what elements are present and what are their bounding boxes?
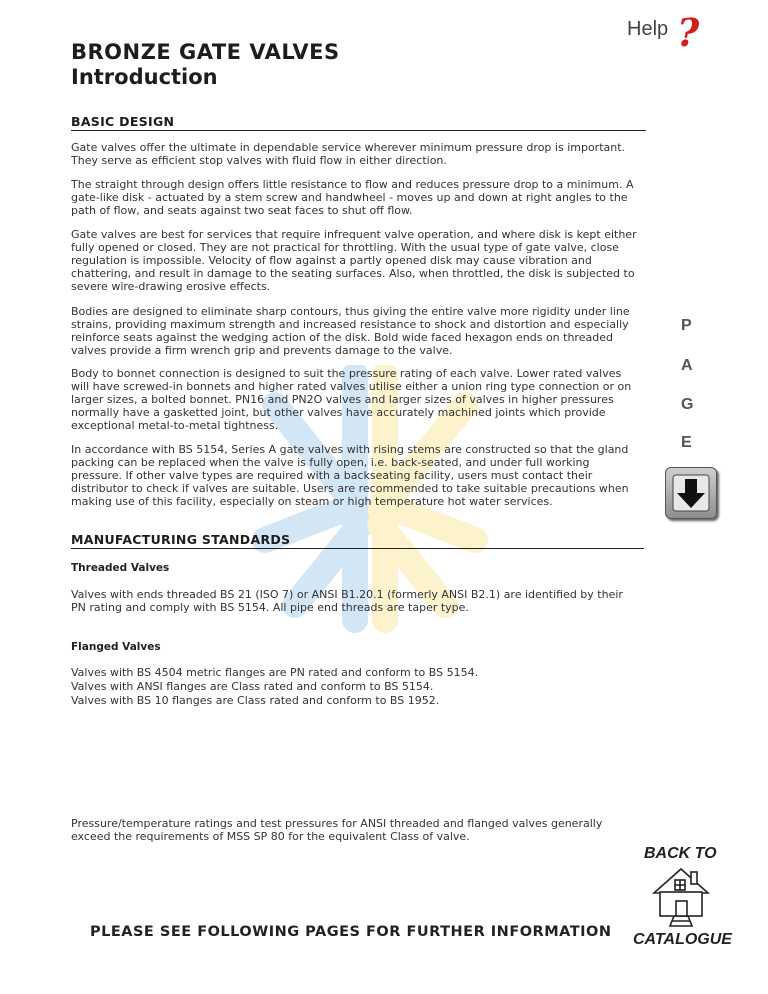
basic-design-heading: BASIC DESIGN (71, 114, 175, 129)
arrow-down-icon (666, 468, 716, 518)
basic-design-para-4: Bodies are designed to eliminate sharp contours, thus giving the entire valve more rigidity under line strains, providing maximum strength and increased resistance to shock and distortion and especially reinforce seats against the wedging action of the disk. Bold wide faced hexagon ends on threaded valves provide a firm wrench grip and prevents damage to the valve. (71, 305, 630, 357)
basic-design-para-2: The straight through design offers little resistance to flow and reduces pressure drop to a minimum. A gate-like disk - actuated by a stem screw and handwheel - moves up and down at right angles to the path of flow, and seats against two seat faces to shut off flow. (71, 178, 634, 217)
help-question-icon[interactable]: ? (677, 10, 700, 55)
catalogue-label[interactable]: CATALOGUE (633, 931, 732, 948)
threaded-valves-heading: Threaded Valves (71, 562, 170, 574)
basic-design-para-6: In accordance with BS 5154, Series A gate valves with rising stems are constructed so that the gland packing can be replaced when the valve is fully open, i.e. back-seated, and under full working pressure. If other valve types are required with a backseating facility, users must contact their distributor to check if valves are suitable. Users are recommended to take suitable precautions when making use of this facility, especially on steam or high temperature hot water services. (71, 443, 629, 508)
basic-design-para-5: Body to bonnet connection is designed to suit the pressure rating of each valve. Lower rated valves will have screwed-in bonnets and higher rated valves utilise either a union ring type connection or on larger sizes, a bolted bonnet. PN16 and PN2O valves and larger sizes of valves in higher pressures normally have a gasketted joint, but other valves have accurately machined joints which provide exceptional metal-to-metal tightness. (71, 367, 632, 432)
home-catalogue-icon[interactable] (648, 863, 714, 929)
threaded-valves-text: Valves with ends threaded BS 21 (ISO 7) or ANSI B1.20.1 (formerly ANSI B2.1) are identified by their PN rating and comply with BS 5154. All pipe end threads are taper type. (71, 588, 623, 614)
section-divider (71, 548, 644, 549)
pressure-ratings-note: Pressure/temperature ratings and test pressures for ANSI threaded and flanged valves generally exceed the requirements of MSS SP 80 for the equivalent Class of valve. (71, 817, 603, 843)
manufacturing-heading: MANUFACTURING STANDARDS (71, 532, 291, 547)
page-down-button[interactable] (665, 467, 717, 519)
page-title (71, 40, 340, 90)
page-nav-letter-p: P (681, 317, 692, 334)
basic-design-para-1: Gate valves offer the ultimate in dependable service wherever minimum pressure drop is important. They serve as efficient stop valves with fluid flow in either direction. (71, 141, 626, 167)
basic-design-para-3: Gate valves are best for services that require infrequent valve operation, and where disk is kept either fully opened or closed. They are not practical for throttling. With the usual type of gate valve, close regulation is impossible. Velocity of flow against a partly opened disk may cause vibration and chattering, and result in damage to the seating surfaces. Also, when throttled, the disk is subjected to severe wire-drawing erosive effects. (71, 228, 637, 293)
page-nav-letter-a: A (681, 357, 693, 374)
help-label[interactable]: Help (627, 18, 669, 40)
back-to-label[interactable]: BACK TO (644, 845, 717, 862)
flanged-valves-heading: Flanged Valves (71, 641, 161, 653)
page-nav-letter-e: E (681, 434, 692, 451)
page-nav-letter-g: G (681, 396, 694, 413)
flanged-valves-line-1: Valves with BS 4504 metric flanges are PN rated and conform to BS 5154. (71, 666, 479, 679)
footer-notice: PLEASE SEE FOLLOWING PAGES FOR FURTHER INFORMATION (90, 924, 612, 940)
section-divider (71, 130, 646, 131)
flanged-valves-line-3: Valves with BS 10 flanges are Class rated and conform to BS 1952. (71, 694, 440, 707)
page-title-main: BRONZE GATE VALVES (71, 40, 340, 64)
page-title-sub: Introduction (71, 65, 218, 89)
flanged-valves-line-2: Valves with ANSI flanges are Class rated and conform to BS 5154. (71, 680, 434, 693)
